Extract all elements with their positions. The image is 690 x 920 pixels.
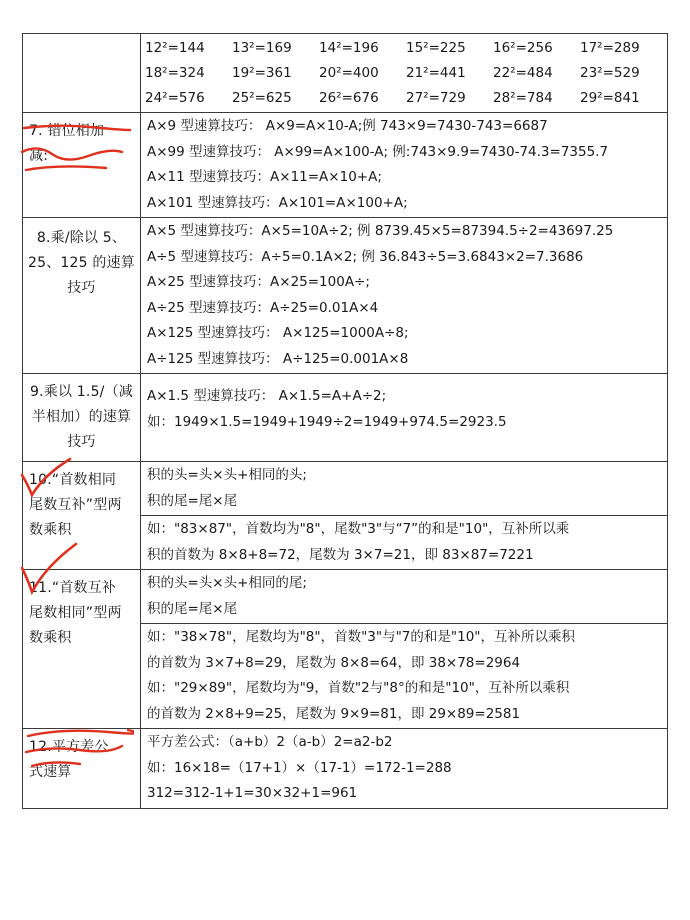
text-line: A×1.5 型速算技巧： A×1.5=A+A÷2;	[147, 388, 387, 404]
text-line: A×9 型速算技巧： A×9=A×10-A;例 743×9=7430-743=6687	[147, 118, 548, 134]
square-value: 26²=676	[319, 90, 379, 106]
square-value: 25²=625	[232, 90, 292, 106]
text-line: A×25 型速算技巧：A×25=100A÷;	[147, 274, 370, 290]
section-10-example-cell	[141, 516, 668, 570]
text-line: 312=312-1+1=30×32+1=961	[147, 785, 358, 801]
section-12-lines	[141, 729, 667, 808]
text-line: 积的头=头×头+相同的头;	[147, 467, 307, 483]
section-8-content-cell	[141, 218, 668, 374]
text-line: A×5 型速算技巧：A×5=10A÷2; 例 8739.45×5=87394.5÷2=43697.25	[147, 223, 614, 239]
square-value: 20²=400	[319, 65, 379, 81]
text-line: A÷125 型速算技巧： A÷125=0.001A×8	[147, 350, 409, 367]
square-value: 21²=441	[406, 65, 466, 81]
section-9-title-cell	[23, 374, 141, 462]
square-value: 18²=324	[145, 65, 205, 81]
section-12-row	[23, 729, 668, 809]
squares-grid	[141, 34, 667, 112]
section-9-lines	[141, 374, 667, 436]
section-7-title-cell	[23, 113, 141, 218]
section-8-title: 8.乘/除以 5、25、125 的速算技巧	[28, 230, 135, 296]
squares-label-cell	[23, 34, 141, 113]
section-10-title-cell	[23, 462, 141, 570]
text-line: 如："29×89"，尾数均为"9，首数"2与"8°的和是"10"，互补所以乘积	[147, 680, 570, 696]
section-8-lines	[141, 218, 667, 373]
section-7-title: 7. 错位相加减:	[29, 123, 105, 164]
speed-math-table	[22, 33, 668, 809]
section-9-title: 9.乘以 1.5/（减半相加）的速算技巧	[30, 384, 133, 450]
section-10-rule-cell	[141, 462, 668, 516]
text-line: 的首数为 2×8+9=25，尾数为 9×9=81，即 29×89=2581	[147, 705, 521, 722]
text-line: A×11 型速算技巧：A×11=A×10+A;	[147, 169, 382, 185]
square-value: 23²=529	[580, 65, 640, 81]
section-10-rule-row	[23, 462, 668, 516]
text-line: A×125 型速算技巧： A×125=1000A÷8;	[147, 325, 409, 341]
section-9-content-cell	[141, 374, 668, 462]
square-value: 24²=576	[145, 90, 205, 106]
section-11-example-lines	[141, 624, 667, 728]
text-line: A÷5 型速算技巧：A÷5=0.1A×2; 例 36.843÷5=3.6843×2=7.3686	[147, 248, 584, 265]
text-line: A÷25 型速算技巧：A÷25=0.01A×4	[147, 299, 379, 316]
section-7-row	[23, 113, 668, 218]
section-11-title: 11.“首数互补尾数相同”型两数乘积	[29, 580, 122, 646]
text-line: 积的头=头×头+相同的尾;	[147, 575, 307, 591]
squares-cell	[141, 34, 668, 113]
text-line: 如："38×78"，尾数均为"8"，首数"3"与"7的和是"10"，互补所以乘积	[147, 629, 575, 645]
text-line: 积的尾=尾×尾	[147, 492, 238, 509]
square-value: 13²=169	[232, 40, 292, 56]
square-value: 17²=289	[580, 40, 640, 56]
section-10-rule-lines	[141, 462, 667, 515]
section-12-title: 12.平方差公式速算	[29, 739, 109, 780]
square-value: 16²=256	[493, 40, 553, 56]
square-value: 27²=729	[406, 90, 466, 106]
square-value: 12²=144	[145, 40, 205, 56]
text-line: 的首数为 3×7+8=29，尾数为 8×8=64，即 38×78=2964	[147, 654, 521, 671]
section-12-title-cell	[23, 729, 141, 809]
square-value: 22²=484	[493, 65, 553, 81]
section-10-title: 10.“首数相同尾数互补”型两数乘积	[29, 472, 122, 538]
square-value: 14²=196	[319, 40, 379, 56]
text-line: 平方差公式：（a+b）2（a-b）2=a2-b2	[147, 734, 393, 750]
section-11-rule-row	[23, 570, 668, 624]
squares-row	[23, 34, 668, 113]
section-11-example-cell	[141, 624, 668, 729]
section-8-title-cell	[23, 218, 141, 374]
text-line: 如：16×18=（17+1）×（17-1）=172-1=288	[147, 759, 452, 776]
text-line: 积的尾=尾×尾	[147, 600, 238, 617]
section-12-content-cell	[141, 729, 668, 809]
text-line: 如："83×87"，首数均为"8"，尾数"3"与“7”的和是"10"，互补所以乘	[147, 521, 570, 537]
square-value: 15²=225	[406, 40, 466, 56]
square-value: 29²=841	[580, 90, 640, 106]
section-8-row	[23, 218, 668, 374]
section-11-rule-lines	[141, 570, 667, 623]
section-11-rule-cell	[141, 570, 668, 624]
section-7-lines	[141, 113, 667, 217]
section-11-title-cell	[23, 570, 141, 729]
square-value: 28²=784	[493, 90, 553, 106]
section-10-example-lines	[141, 516, 667, 569]
text-line: A×101 型速算技巧：A×101=A×100+A;	[147, 194, 408, 211]
section-7-content-cell	[141, 113, 668, 218]
text-line: A×99 型速算技巧： A×99=A×100-A; 例:743×9.9=7430-74.3=7355.7	[147, 143, 609, 160]
square-value: 19²=361	[232, 65, 292, 81]
section-9-row	[23, 374, 668, 462]
text-line: 积的首数为 8×8+8=72，尾数为 3×7=21，即 83×87=7221	[147, 546, 534, 563]
text-line: 如：1949×1.5=1949+1949÷2=1949+974.5=2923.5	[147, 413, 507, 430]
